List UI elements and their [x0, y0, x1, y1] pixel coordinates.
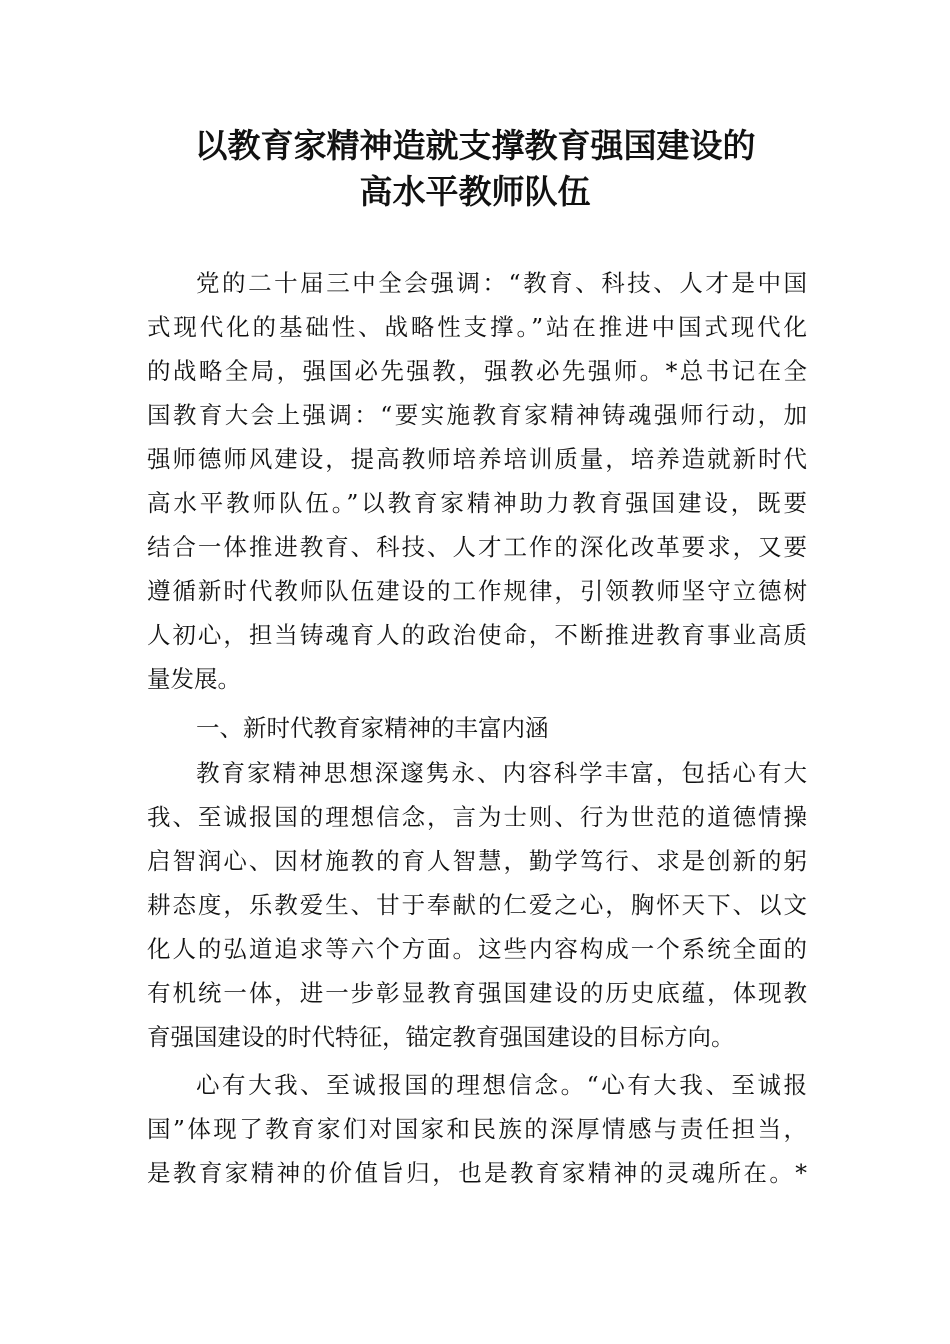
section-heading-1: 一、新时代教育家精神的丰富内涵 — [196, 714, 549, 742]
paragraph-2-line: 化人的弘道追求等六个方面。这些内容构成一个系统全面的 — [147, 935, 807, 963]
paragraph-1-line: 结合一体推进教育、科技、人才工作的深化改革要求，又要 — [147, 533, 807, 561]
paragraph-3-line: 国”体现了教育家们对国家和民族的深厚情感与责任担当， — [147, 1115, 807, 1143]
paragraph-2-line: 启智润心、因材施教的育人智慧，勤学笃行、求是创新的躬 — [147, 847, 807, 875]
paragraph-1-line: 量发展。 — [147, 665, 241, 693]
paragraph-1-line: 党的二十届三中全会强调：“教育、科技、人才是中国 — [196, 269, 807, 297]
paragraph-1-line: 强师德师风建设，提高教师培养培训质量，培养造就新时代 — [147, 445, 807, 473]
paragraph-3-line: 心有大我、至诚报国的理想信念。“心有大我、至诚报 — [196, 1071, 807, 1099]
document-title-line-2: 高水平教师队伍 — [359, 172, 591, 211]
paragraph-1-line: 高水平教师队伍。”以教育家精神助力教育强国建设，既要 — [147, 489, 807, 517]
paragraph-1-line: 的战略全局，强国必先强教，强教必先强师。*总书记在全 — [147, 357, 807, 385]
paragraph-2-line: 育强国建设的时代特征，锚定教育强国建设的目标方向。 — [147, 1023, 735, 1051]
paragraph-3-line: 是教育家精神的价值旨归，也是教育家精神的灵魂所在。* — [147, 1159, 807, 1187]
paragraph-1-line: 式现代化的基础性、战略性支撑。”站在推进中国式现代化 — [147, 313, 807, 341]
paragraph-2-line: 教育家精神思想深邃隽永、内容科学丰富，包括心有大 — [196, 759, 807, 787]
document-title-line-1: 以教育家精神造就支撑教育强国建设的 — [194, 126, 756, 165]
paragraph-1-line: 国教育大会上强调：“要实施教育家精神铸魂强师行动，加 — [147, 401, 807, 429]
paragraph-1-line: 遵循新时代教师队伍建设的工作规律，引领教师坚守立德树 — [147, 577, 807, 605]
paragraph-1-line: 人初心，担当铸魂育人的政治使命，不断推进教育事业高质 — [147, 621, 807, 649]
paragraph-2-line: 有机统一体，进一步彰显教育强国建设的历史底蕴，体现教 — [147, 979, 807, 1007]
paragraph-2-line: 耕态度，乐教爱生、甘于奉献的仁爱之心，胸怀天下、以文 — [147, 891, 807, 919]
paragraph-2-line: 我、至诚报国的理想信念，言为士则、行为世范的道德情操 — [147, 803, 807, 831]
